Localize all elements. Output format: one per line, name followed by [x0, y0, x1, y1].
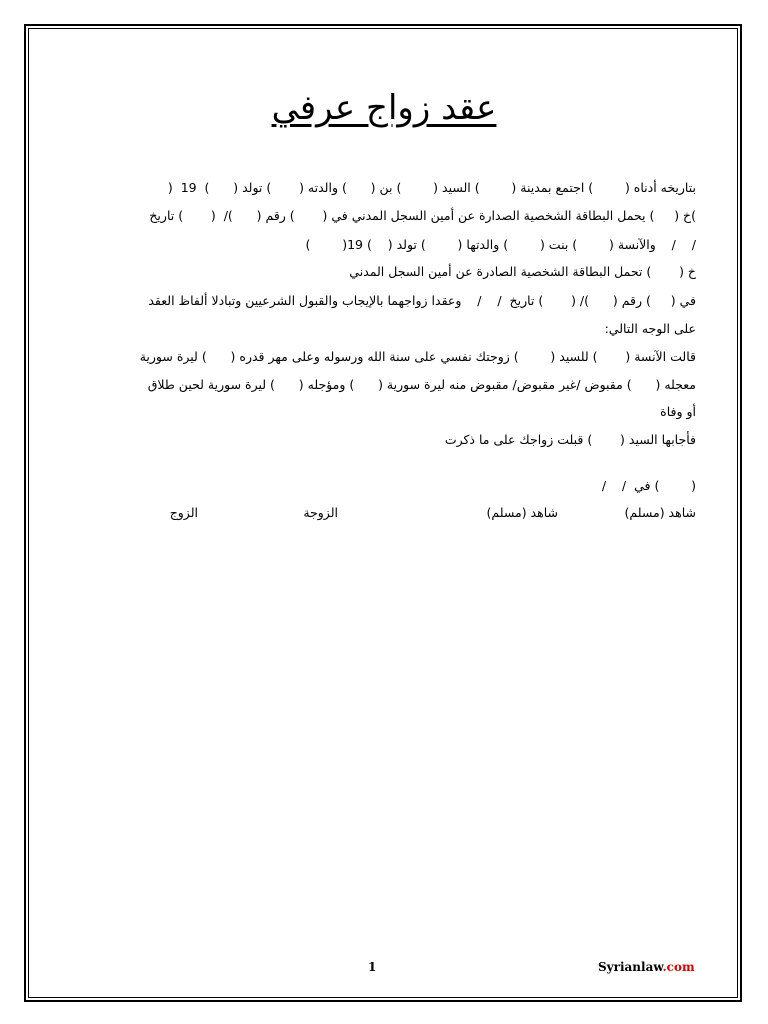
signature-row [96, 505, 696, 523]
contract-line-6: على الوجه التالي: [604, 321, 696, 336]
site-tld: .com [662, 960, 695, 974]
contract-line-1: بتاريخه أدناه ( ) اجتمع بمدينة ( ) السيد ( ) بن ( ) والدته ( ) تولد ( ) 19 ( [167, 180, 696, 195]
husband-label: الزوج [169, 505, 198, 520]
page-number: 1 [368, 960, 377, 974]
contract-line-2: )خ ( ) يحمل البطاقة الشخصية الصدارة عن أمين السجل المدني في ( ) رقم ( )/ ( ) تاريخ [149, 208, 696, 223]
contract-line-9: أو وفاة [660, 404, 696, 419]
document-title: عقد زواج عرفي [271, 88, 497, 128]
contract-line-8: معجله ( ) مقبوض /غير مقبوض/ مقبوض منه ليرة سورية ( ) ومؤجله ( ) ليرة سورية لحين طلاق [147, 377, 696, 392]
wife-label: الزوجة [303, 505, 338, 520]
contract-line-10: فأجابها السيد ( ) قبلت زواجك على ما ذكرت [444, 432, 696, 447]
contract-line-7: قالت الآنسة ( ) للسيد ( ) زوجتك نفسي على سنة الله ورسوله وعلى مهر قدره ( ) ليرة سورية [139, 349, 696, 364]
witness-2-label: شاهد (مسلم) [486, 505, 558, 520]
contract-line-5: في ( ) رقم ( )/ ( ) تاريخ / / وعقدا زواجهما بالإيجاب والقبول الشرعيين وتبادلا ألفاظ العقد [148, 293, 696, 308]
witness-1-label: شاهد (مسلم) [624, 505, 696, 520]
site-name: Syrianlaw [598, 960, 663, 974]
date-place-line: ( ) في / / [601, 478, 696, 493]
contract-line-4: خ ( ) تحمل البطاقة الشخصية الصادرة عن أمين السجل المدني [349, 264, 696, 279]
contract-line-3: / / والآنسة ( ) بنت ( ) والدتها ( ) تولد ( ) 19( ) [305, 237, 696, 252]
site-watermark [598, 960, 695, 974]
